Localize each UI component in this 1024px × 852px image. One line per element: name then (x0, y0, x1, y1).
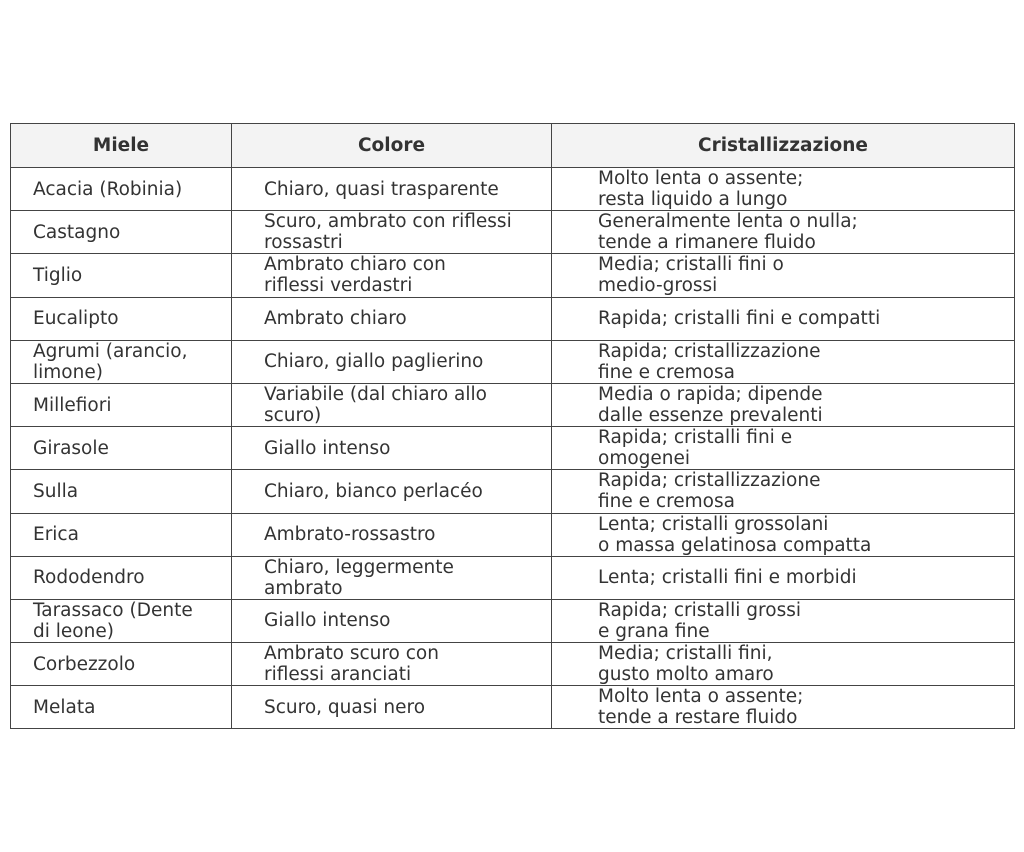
table-row (11, 211, 1015, 254)
cell-colore: Chiaro, bianco perlacéo (232, 470, 552, 513)
header-colore: Colore (232, 124, 552, 168)
cell-miele: Castagno (11, 211, 232, 254)
cell-colore: Variabile (dal chiaro allo scuro) (232, 383, 552, 426)
cell-miele: Eucalipto (11, 297, 232, 340)
cell-cristallizzazione: Media; cristalli fini, gusto molto amaro (552, 643, 1015, 686)
table-row (11, 470, 1015, 513)
cell-miele: Tiglio (11, 254, 232, 297)
table-row (11, 254, 1015, 297)
cell-colore: Chiaro, giallo paglierino (232, 340, 552, 383)
cell-colore: Scuro, ambrato con riflessi rossastri (232, 211, 552, 254)
table-row (11, 340, 1015, 383)
cell-cristallizzazione: Generalmente lenta o nulla; tende a rimanere fluido (552, 211, 1015, 254)
cell-cristallizzazione: Rapida; cristallizzazione fine e cremosa (552, 470, 1015, 513)
cell-cristallizzazione: Media o rapida; dipende dalle essenze prevalenti (552, 383, 1015, 426)
cell-miele: Girasole (11, 427, 232, 470)
header-cristallizzazione: Cristallizzazione (552, 124, 1015, 168)
table-row (11, 427, 1015, 470)
cell-colore: Giallo intenso (232, 599, 552, 642)
cell-miele: Tarassaco (Dente di leone) (11, 599, 232, 642)
cell-miele: Erica (11, 513, 232, 556)
cell-colore: Giallo intenso (232, 427, 552, 470)
cell-miele: Acacia (Robinia) (11, 168, 232, 211)
table-row (11, 513, 1015, 556)
table-row (11, 599, 1015, 642)
cell-cristallizzazione: Molto lenta o assente; resta liquido a lungo (552, 168, 1015, 211)
table-row (11, 168, 1015, 211)
cell-cristallizzazione: Media; cristalli fini o medio-grossi (552, 254, 1015, 297)
cell-colore: Ambrato chiaro con riflessi verdastri (232, 254, 552, 297)
cell-cristallizzazione: Rapida; cristallizzazione fine e cremosa (552, 340, 1015, 383)
header-row (11, 124, 1015, 168)
cell-cristallizzazione: Lenta; cristalli grossolani o massa gelatinosa compatta (552, 513, 1015, 556)
table-row (11, 556, 1015, 599)
table-row (11, 643, 1015, 686)
honey-table (10, 123, 1015, 729)
cell-colore: Chiaro, quasi trasparente (232, 168, 552, 211)
cell-colore: Chiaro, leggermente ambrato (232, 556, 552, 599)
table-header (11, 124, 1015, 168)
cell-miele: Rododendro (11, 556, 232, 599)
cell-cristallizzazione: Molto lenta o assente; tende a restare fluido (552, 686, 1015, 729)
cell-miele: Corbezzolo (11, 643, 232, 686)
cell-miele: Sulla (11, 470, 232, 513)
cell-miele: Agrumi (arancio, limone) (11, 340, 232, 383)
cell-miele: Melata (11, 686, 232, 729)
table-body (11, 168, 1015, 729)
cell-colore: Ambrato scuro con riflessi aranciati (232, 643, 552, 686)
cell-cristallizzazione: Rapida; cristalli fini e omogenei (552, 427, 1015, 470)
table-row (11, 686, 1015, 729)
cell-colore: Ambrato chiaro (232, 297, 552, 340)
header-miele: Miele (11, 124, 232, 168)
cell-cristallizzazione: Rapida; cristalli fini e compatti (552, 297, 1015, 340)
cell-cristallizzazione: Rapida; cristalli grossi e grana fine (552, 599, 1015, 642)
table-row (11, 297, 1015, 340)
table-row (11, 383, 1015, 426)
cell-miele: Millefiori (11, 383, 232, 426)
cell-colore: Ambrato-rossastro (232, 513, 552, 556)
cell-colore: Scuro, quasi nero (232, 686, 552, 729)
cell-cristallizzazione: Lenta; cristalli fini e morbidi (552, 556, 1015, 599)
